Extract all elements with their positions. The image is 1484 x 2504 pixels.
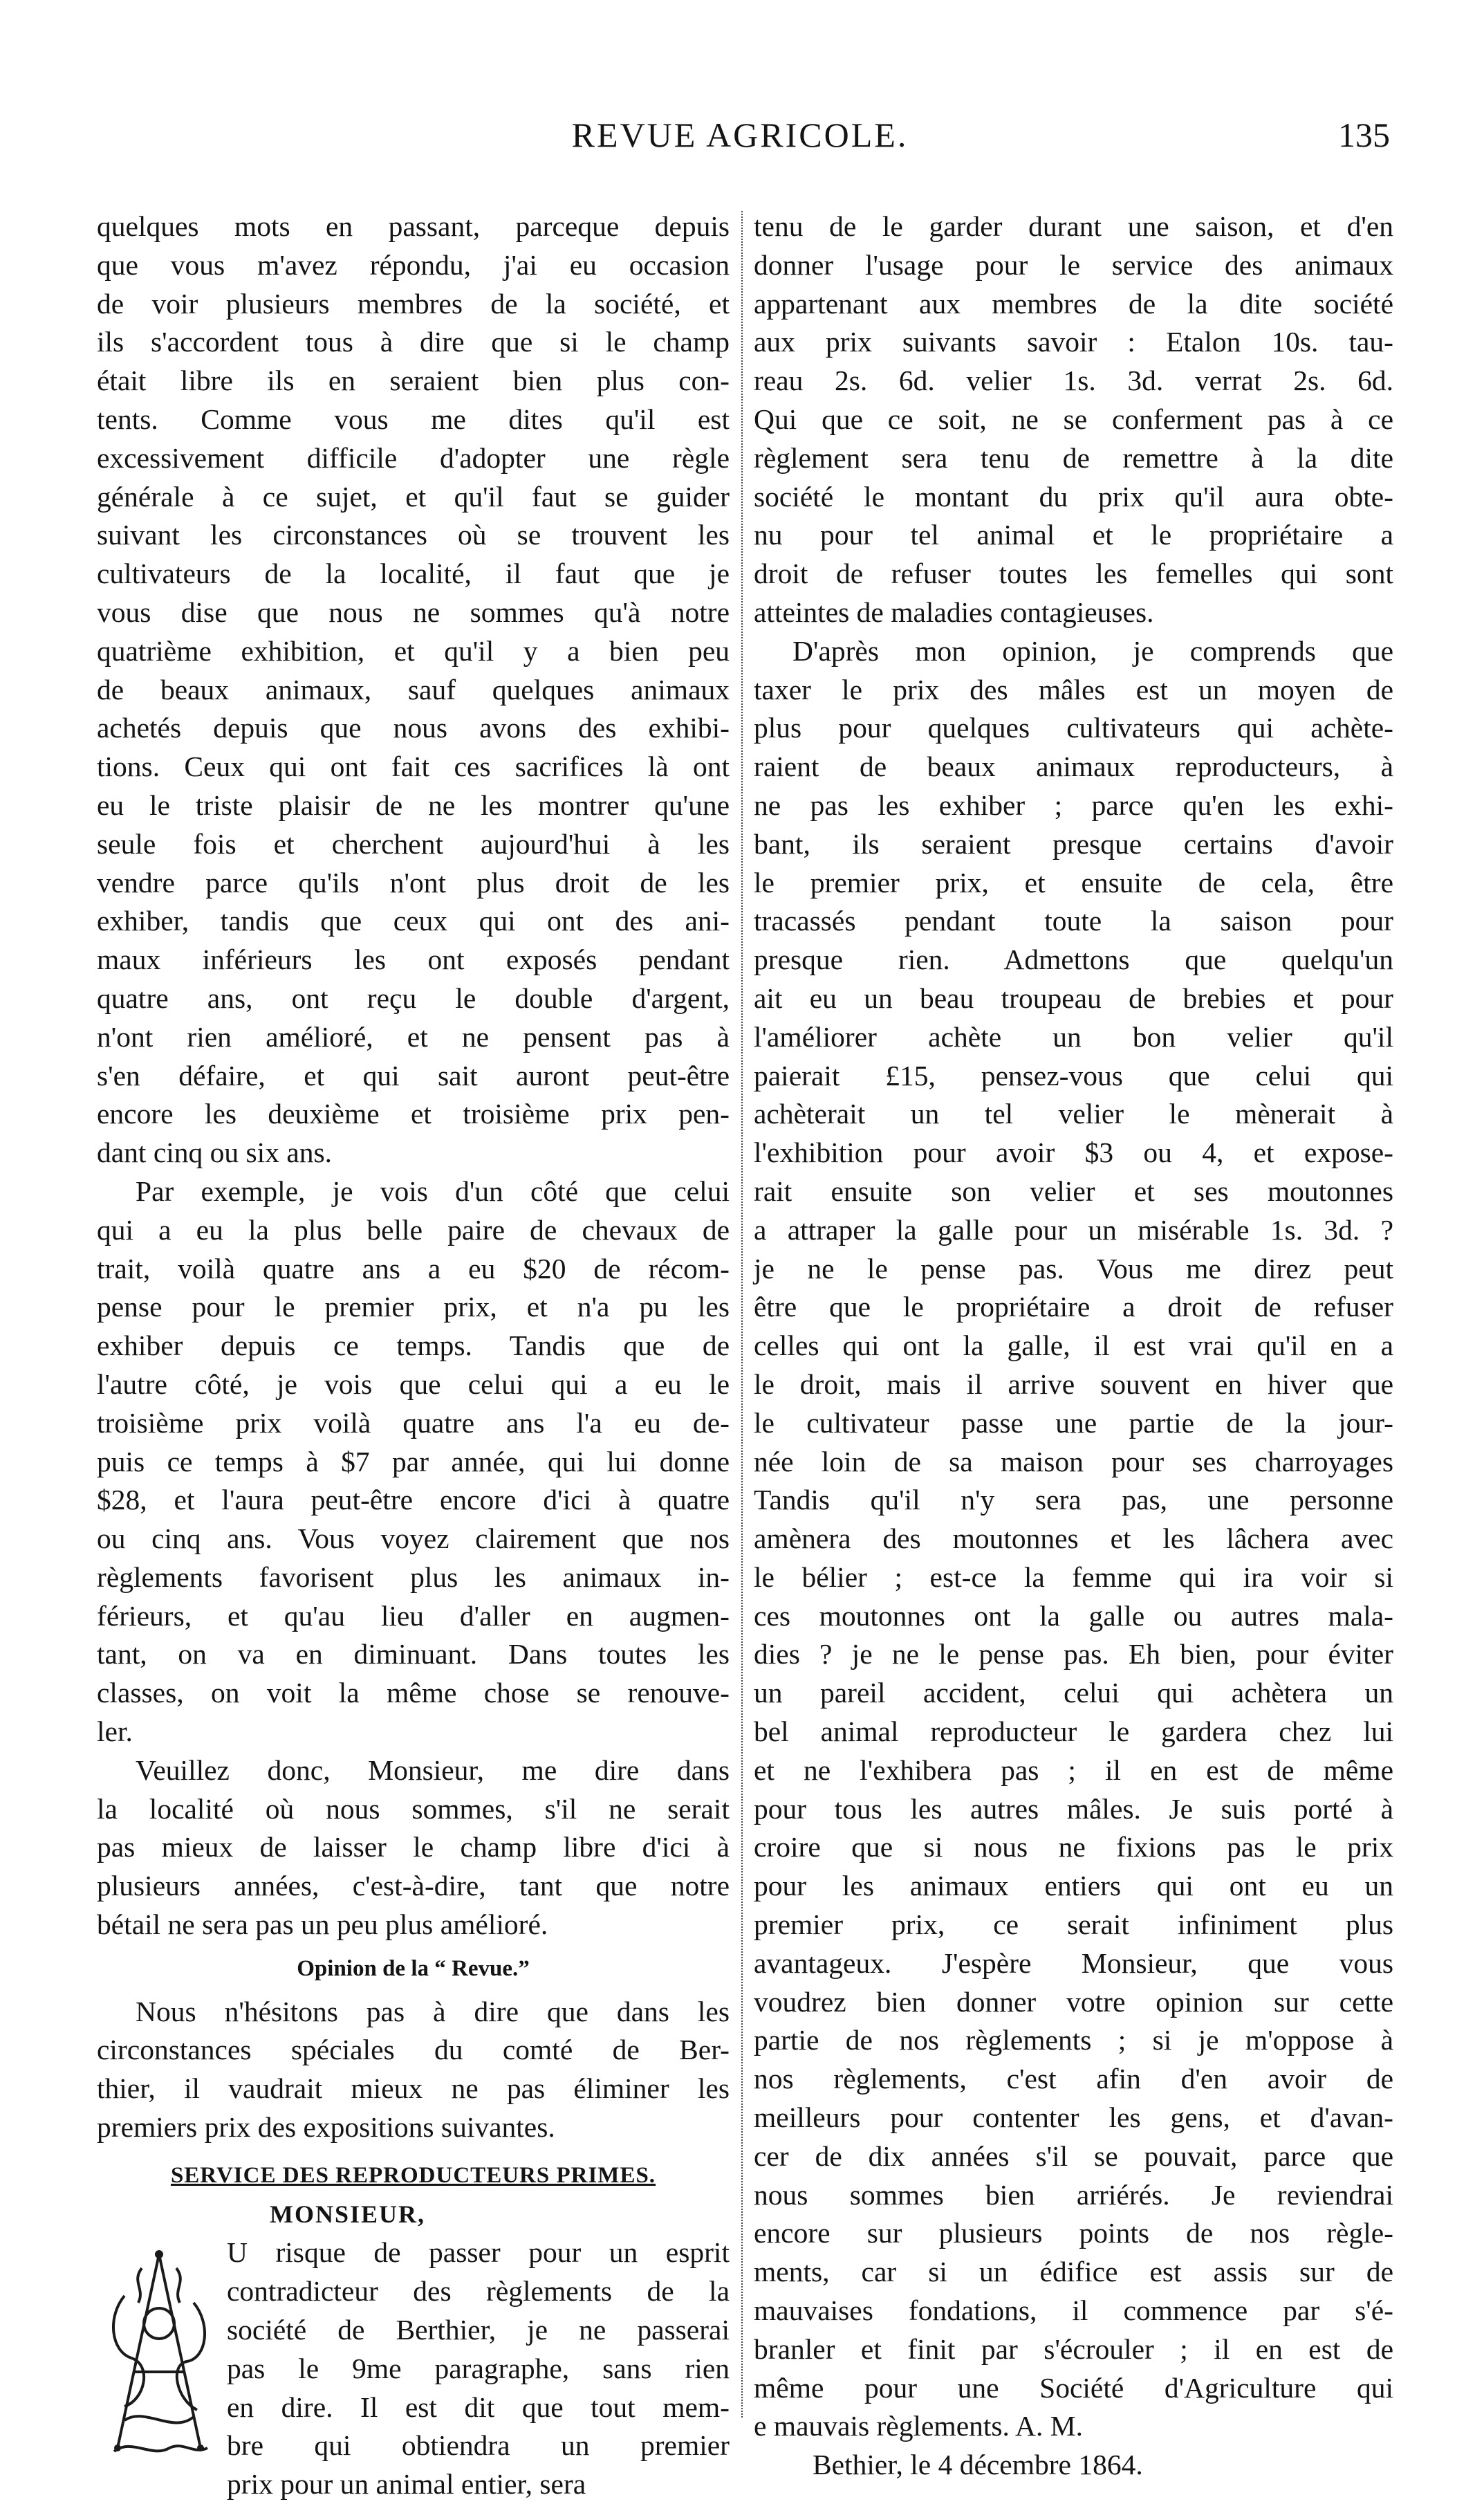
text-line: encore les deuxième et troisième prix pen- — [97, 1098, 730, 1130]
text-line: quatre ans, ont reçu le double d'argent, — [97, 982, 730, 1014]
text-line: être que le propriétaire a droit de refuser — [754, 1291, 1393, 1323]
text-line: règlements favorisent plus les animaux in- — [97, 1561, 730, 1593]
text-line: meilleurs pour contenter les gens, et d'avan- — [754, 2101, 1393, 2134]
ornamental-letter-a-icon — [104, 2240, 214, 2462]
text-line: le bélier ; est-ce la femme qui ira voir si — [754, 1561, 1393, 1593]
opinion-heading: Opinion de la “ Revue.” — [297, 1955, 530, 1981]
text-line: avantageux. J'espère Monsieur, que vous — [754, 1946, 1393, 1979]
text-line: tents. Comme vous me dites qu'il est — [97, 403, 730, 435]
left-column — [97, 208, 730, 2504]
salutation: MONSIEUR, — [270, 2200, 426, 2228]
text-line: je ne le pense pas. Vous me direz peut — [754, 1252, 1393, 1285]
text-line: reau 2s. 6d. velier 1s. 3d. verrat 2s. 6d. — [754, 365, 1393, 397]
text-line: atteintes de maladies contagieuses. — [754, 596, 1154, 628]
text-line: croire que si nous ne fixions pas le prix — [754, 1831, 1393, 1863]
text-line: le droit, mais il arrive souvent en hiver que — [754, 1368, 1393, 1400]
text-line: ces moutonnes ont la galle ou autres mala- — [754, 1599, 1393, 1632]
text-line: générale à ce sujet, et qu'il faut se guider — [97, 480, 730, 513]
text-line: prix pour un animal entier, sera — [227, 2468, 586, 2501]
text-line: a attraper la galle pour un misérable 1s. 3d. ? — [754, 1213, 1393, 1246]
text-line: pas mieux de laisser le champ libre d'ici à — [97, 1831, 730, 1863]
text-line: D'après mon opinion, je comprends que — [792, 634, 1393, 667]
text-line: raient de beaux animaux reproducteurs, à — [754, 751, 1393, 783]
text-line: l'améliorer achète un bon velier qu'il — [754, 1020, 1393, 1053]
text-line: $28, et l'aura peut-être encore d'ici à quatre — [97, 1484, 730, 1516]
text-line: voudrez bien donner votre opinion sur cette — [754, 1985, 1393, 2018]
dropcap-paragraph — [97, 2234, 730, 2504]
text-line: exhiber depuis ce temps. Tandis que de — [97, 1329, 730, 1362]
section-heading: SERVICE DES REPRODUCTEURS PRIMES. — [170, 2162, 656, 2188]
text-line: tions. Ceux qui ont fait ces sacrifices là ont — [97, 751, 730, 783]
text-line: n'ont rien amélioré, et ne pensent pas à — [97, 1020, 730, 1053]
text-line: même pour une Société d'Agriculture qui — [754, 2371, 1393, 2404]
text-line: maux inférieurs les ont exposés pendant — [97, 943, 730, 976]
text-line: Nous n'hésitons pas à dire que dans les — [136, 1995, 730, 2027]
text-line: en dire. Il est dit que tout mem- — [227, 2391, 730, 2423]
text-line: nos règlements, c'est afin d'en avoir de — [754, 2063, 1393, 2095]
text-line: thier, il vaudrait mieux ne pas éliminer les — [97, 2072, 730, 2105]
text-line: de voir plusieurs membres de la société, et — [97, 287, 730, 320]
text-line: bre qui obtiendra un premier — [227, 2429, 730, 2462]
text-line: mauvaises fondations, il commence par s'é- — [754, 2294, 1393, 2327]
text-line: de beaux animaux, sauf quelques animaux — [97, 673, 730, 706]
text-line: nous sommes bien arriérés. Je reviendrai — [754, 2178, 1393, 2211]
text-line: trait, voilà quatre ans a eu $20 de récom- — [97, 1252, 730, 1285]
text-line: société de Berthier, je ne passerai — [227, 2314, 730, 2346]
text-line: le premier prix, et ensuite de cela, être — [754, 866, 1393, 899]
text-line: était libre ils en seraient bien plus con- — [97, 365, 730, 397]
text-line: s'en défaire, et qui sait auront peut-être — [97, 1059, 730, 1092]
text-line: bel animal reproducteur le gardera chez lui — [754, 1715, 1393, 1748]
text-line: plus pour quelques cultivateurs qui achète- — [754, 712, 1393, 744]
text-line: exhiber, tandis que ceux qui ont des ani- — [97, 905, 730, 937]
text-line: circonstances spéciales du comté de Ber- — [97, 2034, 730, 2066]
text-line: un pareil accident, celui qui achètera un — [754, 1677, 1393, 1709]
text-line: tracassés pendant toute la saison pour — [754, 905, 1393, 937]
text-line: l'autre côté, je vois que celui qui a eu le — [97, 1368, 730, 1400]
column-divider — [741, 211, 743, 2418]
paragraph-request — [97, 1751, 730, 1944]
text-line: pas le 9me paragraphe, sans rien — [227, 2352, 730, 2384]
text-line: ait eu un beau troupeau de brebies et pour — [754, 982, 1393, 1014]
running-head — [90, 111, 1390, 166]
text-line: excessivement difficile d'adopter une règle — [97, 441, 730, 474]
text-line: taxer le prix des mâles est un moyen de — [754, 673, 1393, 706]
text-line: plusieurs années, c'est-à-dire, tant que notre — [97, 1870, 730, 1902]
text-line: droit de refuser toutes les femelles qui sont — [754, 558, 1393, 590]
text-line: suivant les circonstances où se trouvent les — [97, 519, 730, 551]
text-line: premier prix, ce serait infiniment plus — [754, 1908, 1393, 1941]
text-line: qui a eu la plus belle paire de chevaux de — [97, 1213, 730, 1246]
text-line: férieurs, et qu'au lieu d'aller en augmen- — [97, 1599, 730, 1632]
text-line: nu pour tel animal et le propriétaire a — [754, 519, 1393, 551]
paragraph-argument — [754, 632, 1393, 2446]
text-line: classes, on voit la même chose se renouve- — [97, 1677, 730, 1709]
text-line: troisième prix voilà quatre ans l'a eu de- — [97, 1406, 730, 1439]
text-line: ne pas les exhiber ; parce qu'en les exhi- — [754, 789, 1393, 821]
text-line: tenu de le garder durant une saison, et d'en — [754, 210, 1393, 242]
text-line: branler et finit par s'écrouler ; il en est de — [754, 2332, 1393, 2365]
text-line: achetés depuis que nous avons des exhibi- — [97, 712, 730, 744]
text-line: seule fois et cherchent aujourd'hui à les — [97, 827, 730, 860]
dateline: Bethier, le 4 décembre 1864. — [813, 2449, 1143, 2481]
text-line: Par exemple, je vois d'un côté que celui — [136, 1175, 730, 1207]
paragraph-example — [97, 1172, 730, 1751]
text-line: achèterait un tel velier le mènerait à — [754, 1098, 1393, 1130]
text-line: le cultivateur passe une partie de la jour- — [754, 1406, 1393, 1439]
text-line: pense pour le premier prix, et n'a pu les — [97, 1291, 730, 1323]
text-line: bant, ils seraient presque certains d'avoir — [754, 827, 1393, 860]
text-line: puis ce temps à $7 par année, qui lui donne — [97, 1445, 730, 1477]
text-line: donner l'usage pour le service des animaux — [754, 248, 1393, 281]
paragraph-reproducteurs — [227, 2234, 730, 2504]
text-line: que vous m'avez répondu, j'ai eu occasion — [97, 248, 730, 281]
text-line: ments, car si un édifice est assis sur de — [754, 2256, 1393, 2288]
text-line: pour tous les autres mâles. Je suis porté à — [754, 1792, 1393, 1825]
text-line: premiers prix des expositions suivantes. — [97, 2111, 555, 2144]
text-line: cultivateurs de la localité, il faut que je — [97, 558, 730, 590]
text-line: l'exhibition pour avoir $3 ou 4, et expose- — [754, 1136, 1393, 1169]
text-line: dies ? je ne le pense pas. Eh bien, pour éviter — [754, 1638, 1393, 1670]
paragraph-letter-opening — [97, 208, 730, 1172]
right-column — [754, 208, 1393, 2485]
text-line: la localité où nous sommes, s'il ne serait — [97, 1792, 730, 1825]
text-line: quatrième exhibition, et qu'il y a bien peu — [97, 634, 730, 667]
paragraph-opinion — [97, 1993, 730, 2147]
text-line: presque rien. Admettons que quelqu'un — [754, 943, 1393, 976]
text-line: aux prix suivants savoir : Etalon 10s. tau- — [754, 326, 1393, 358]
journal-title: REVUE AGRICOLE. — [571, 116, 909, 154]
text-line: U risque de passer pour un esprit — [227, 2236, 730, 2269]
text-line: vendre parce qu'ils n'ont plus droit de les — [97, 866, 730, 899]
text-line: eu le triste plaisir de ne les montrer qu'une — [97, 789, 730, 821]
text-line: celles qui ont la galle, il est vrai qu'il en a — [754, 1329, 1393, 1362]
text-line: pour les animaux entiers qui ont eu un — [754, 1870, 1393, 1902]
text-line: rait ensuite son velier et ses moutonnes — [754, 1175, 1393, 1207]
text-line: Qui que ce soit, ne se conferment pas à ce — [754, 403, 1393, 435]
text-line: encore sur plusieurs points de nos règle- — [754, 2217, 1393, 2249]
text-line: partie de nos règlements ; si je m'oppose à — [754, 2024, 1393, 2056]
text-line: cer de dix années s'il se pouvait, parce que — [754, 2139, 1393, 2172]
text-line: paierait £15, pensez-vous que celui qui — [754, 1059, 1393, 1092]
text-line: ler. — [97, 1715, 133, 1748]
text-line: vous dise que nous ne sommes qu'à notre — [97, 596, 730, 628]
text-line: amènera des moutonnes et les lâchera avec — [754, 1522, 1393, 1555]
text-line: et ne l'exhibera pas ; il en est de même — [754, 1753, 1393, 1786]
text-line: ils s'accordent tous à dire que si le champ — [97, 326, 730, 358]
text-line: règlement sera tenu de remettre à la dite — [754, 441, 1393, 474]
text-line: née loin de sa maison pour ses charroyages — [754, 1445, 1393, 1477]
text-line: contradicteur des règlements de la — [227, 2275, 730, 2308]
text-line: société le montant du prix qu'il aura obte- — [754, 480, 1393, 513]
text-line: bétail ne sera pas un peu plus amélioré. — [97, 1908, 548, 1941]
text-line: e mauvais règlements. A. M. — [754, 2410, 1083, 2442]
text-line: tant, on va en diminuant. Dans toutes les — [97, 1638, 730, 1670]
text-line: Veuillez donc, Monsieur, me dire dans — [136, 1753, 730, 1786]
text-line: Tandis qu'il n'y sera pas, une personne — [754, 1484, 1393, 1516]
text-line: ou cinq ans. Vous voyez clairement que nos — [97, 1522, 730, 1555]
text-line: dant cinq ou six ans. — [97, 1136, 333, 1169]
paragraph-regulation — [754, 208, 1393, 632]
page-number: 135 — [1338, 116, 1390, 154]
text-line: appartenant aux membres de la dite société — [754, 287, 1393, 320]
text-line: quelques mots en passant, parceque depuis — [97, 210, 730, 242]
